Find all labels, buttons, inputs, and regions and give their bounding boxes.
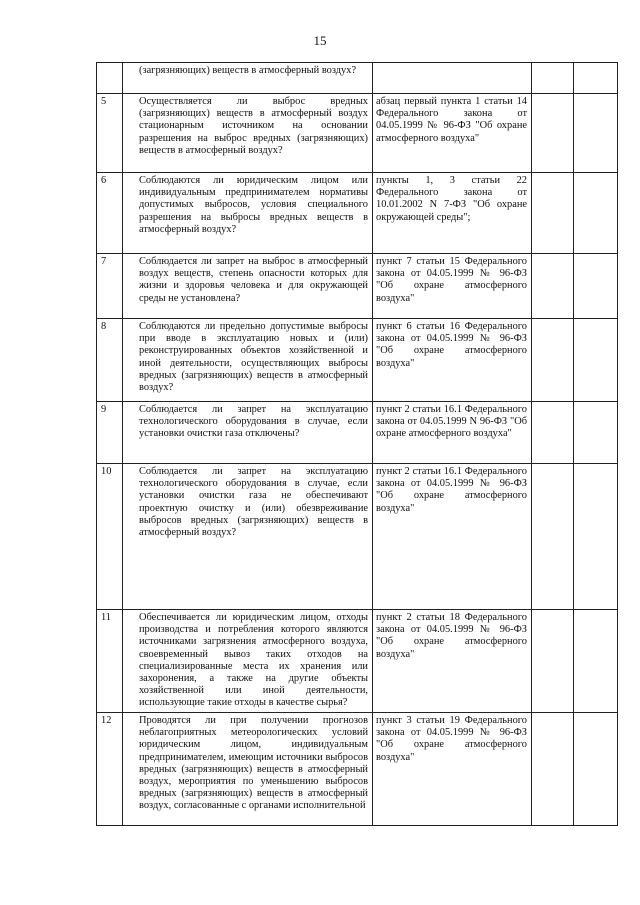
reference-cell — [373, 254, 532, 319]
table-row — [97, 713, 618, 826]
legal-reference: пункт 7 статьи 15 Федерального закона от 04.05.1999 № 96-ФЗ "Об охране атмосферного воздуха" — [376, 256, 527, 304]
note-cell — [574, 94, 618, 173]
answer-cell — [532, 319, 574, 402]
legal-reference: пункт 2 статьи 18 Федерального закона от 04.05.1999 № 96-ФЗ "Об охране атмосферного воздуха" — [376, 612, 527, 660]
question-text: (загрязняющих) веществ в атмосферный воздух? — [139, 65, 357, 76]
number-cell — [97, 610, 123, 713]
row-number: 12 — [101, 715, 112, 726]
number-cell — [97, 464, 123, 610]
question-text: Соблюдается ли запрет на эксплуатацию технологического оборудования в случае, если установки очистки газа отключены? — [139, 404, 368, 440]
row-number: 9 — [101, 404, 107, 415]
number-cell — [97, 402, 123, 464]
legal-reference: пункт 3 статьи 19 Федерального закона от 04.05.1999 № 96-ФЗ "Об охране атмосферного воздуха" — [376, 715, 527, 763]
note-cell — [574, 610, 618, 713]
table-row — [97, 319, 618, 402]
question-cell — [123, 713, 373, 826]
question-text: Обеспечивается ли юридическим лицом, отходы производства и потребления которого являются источниками загрязнения атмосферного воздуха, своевременный вывоз таких отходов на специализированные места их хранения или захоронения, а также на другие объекты хозяйственной или иной деятельности, использующие такие отходы в качестве сырья? — [139, 612, 368, 709]
row-number: 11 — [101, 612, 112, 623]
row-number: 8 — [101, 321, 107, 332]
reference-cell — [373, 610, 532, 713]
note-cell — [574, 63, 618, 94]
row-number: 6 — [101, 175, 107, 186]
question-cell — [123, 63, 373, 94]
table-row — [97, 610, 618, 713]
table-row — [97, 94, 618, 173]
table-row — [97, 464, 618, 610]
note-cell — [574, 254, 618, 319]
answer-cell — [532, 713, 574, 826]
answer-cell — [532, 94, 574, 173]
question-text: Соблюдаются ли предельно допустимые выбросы при вводе в эксплуатацию новых и (или) реконструированных объектов хозяйственной и иной деятельности, осуществляющих выбросы вредных (загрязняющих) веществ в атмосферный воздух? — [139, 321, 368, 394]
question-text: Проводятся ли при получении прогнозов неблагоприятных метеорологических условий юридическим лицом, индивидуальным предпринимателем, имеющим источники выбросов вредных (загрязняющих) веществ в атмосферный воздух, мероприятия по уменьшению выбросов вредных (загрязняющих) веществ в атмосферный воздух, согласованные с органами исполнительной — [139, 715, 368, 812]
legal-reference: пункт 2 статьи 16.1 Федерального закона от 04.05.1999 N 96-ФЗ "Об охране атмосферного воздуха" — [376, 404, 527, 440]
legal-reference: пункты 1, 3 статьи 22 Федерального закона от 10.01.2002 N 7-ФЗ "Об охране окружающей среды"; — [376, 175, 527, 223]
number-cell — [97, 173, 123, 254]
question-cell — [123, 94, 373, 173]
reference-cell — [373, 319, 532, 402]
answer-cell — [532, 63, 574, 94]
note-cell — [574, 319, 618, 402]
note-cell — [574, 713, 618, 826]
reference-cell — [373, 173, 532, 254]
number-cell — [97, 713, 123, 826]
question-cell — [123, 610, 373, 713]
question-text: Осуществляется ли выброс вредных (загрязняющих) веществ в атмосферный воздух стационарным источником на основании разрешения на выброс вредных (загрязняющих) веществ в атмосферный воздух? — [139, 96, 368, 156]
note-cell — [574, 173, 618, 254]
table-row — [97, 254, 618, 319]
row-number: 5 — [101, 96, 107, 107]
question-cell — [123, 319, 373, 402]
note-cell — [574, 464, 618, 610]
answer-cell — [532, 173, 574, 254]
reference-cell — [373, 464, 532, 610]
table-row-continuation — [97, 63, 618, 94]
reference-cell — [373, 402, 532, 464]
answer-cell — [532, 610, 574, 713]
page-number: 15 — [313, 33, 327, 48]
answer-cell — [532, 254, 574, 319]
question-cell — [123, 254, 373, 319]
number-cell — [97, 319, 123, 402]
legal-reference: пункт 6 статьи 16 Федерального закона от 04.05.1999 № 96-ФЗ "Об охране атмосферного воздуха" — [376, 321, 527, 369]
reference-cell — [373, 63, 532, 94]
legal-reference: пункт 2 статьи 16.1 Федерального закона от 04.05.1999 № 96-ФЗ "Об охране атмосферного воздуха" — [376, 466, 527, 514]
number-cell — [97, 94, 123, 173]
question-cell — [123, 173, 373, 254]
question-text: Соблюдается ли запрет на выброс в атмосферный воздух веществ, степень опасности которых для жизни и здоровья человека и для окружающей среды не установлена? — [139, 256, 368, 304]
reference-cell — [373, 713, 532, 826]
row-number: 10 — [101, 466, 112, 477]
question-text: Соблюдаются ли юридическим лицом или индивидуальным предпринимателем нормативы допустимых выбросов, условия специального разрешения на выбросы вредных веществ в атмосферный воздух? — [139, 175, 368, 235]
number-cell — [97, 254, 123, 319]
question-text: Соблюдается ли запрет на эксплуатацию технологического оборудования в случае, если установки очистки газа не обеспечивают проектную очистку и (или) обезвреживание выбросов вредных (загрязняющих) веществ в атмосферный воздух? — [139, 466, 368, 539]
checklist-table — [96, 62, 618, 826]
number-cell — [97, 63, 123, 94]
note-cell — [574, 402, 618, 464]
table-row — [97, 173, 618, 254]
question-cell — [123, 464, 373, 610]
row-number: 7 — [101, 256, 107, 267]
legal-reference: абзац первый пункта 1 статьи 14 Федерального закона от 04.05.1999 № 96-ФЗ "Об охране атмосферного воздуха" — [376, 96, 527, 144]
table-row — [97, 402, 618, 464]
reference-cell — [373, 94, 532, 173]
question-cell — [123, 402, 373, 464]
answer-cell — [532, 464, 574, 610]
answer-cell — [532, 402, 574, 464]
